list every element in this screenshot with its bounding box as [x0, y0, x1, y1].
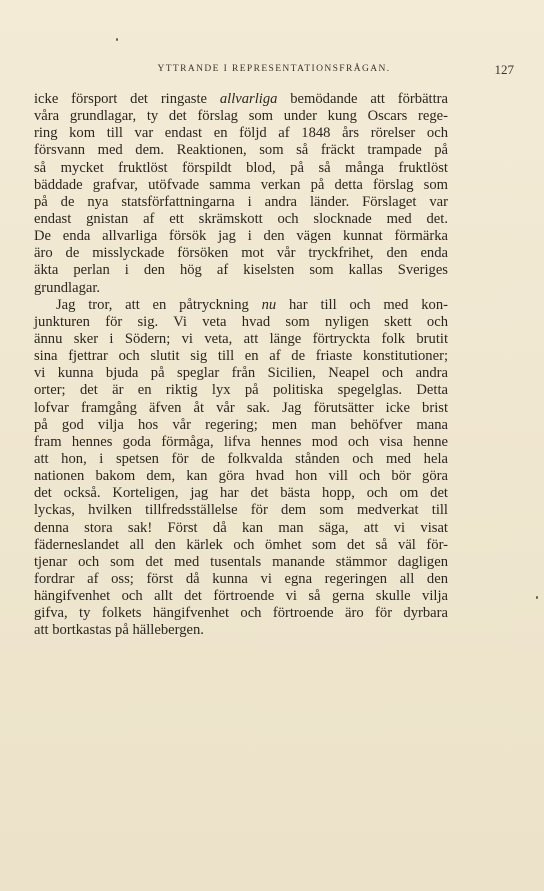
- text-line: [34, 348, 448, 365]
- text-line: [34, 297, 448, 314]
- text-line: [34, 588, 448, 605]
- text-run: orter; det är en riktig lyx på politiska spegelglas. Detta: [34, 382, 448, 399]
- text-run: att hon, i spetsen för de folkvalda stånden och med hela: [34, 450, 448, 467]
- text-run: nationen bakom dem, kan göra hvad hon vill och bör göra: [34, 468, 448, 485]
- text-line: [34, 314, 448, 331]
- text-line: [34, 502, 448, 519]
- ink-speck: [536, 596, 538, 599]
- text-run: tjenar och som det med tusentals manande stämmor dagligen: [34, 553, 448, 570]
- text-run: endast gnistan af ett skrämskott och slocknade med det.: [34, 210, 448, 227]
- text-line: [34, 520, 448, 537]
- ink-speck: [116, 38, 118, 41]
- text-run: fäderneslandet all den kärlek och ömhet som det så väl för-: [34, 536, 448, 553]
- text-run: hängifvenhet och allt det förtroende vi så gerna skulle vilja: [34, 588, 448, 605]
- text-line: [34, 194, 448, 211]
- text-run: icke försport det ringaste: [34, 91, 220, 107]
- text-line: [34, 537, 448, 554]
- text-line: [34, 142, 448, 159]
- text-line: [34, 108, 448, 125]
- text-line: [34, 125, 448, 142]
- italic-word: allvarliga: [219, 91, 278, 107]
- text-line: [34, 382, 448, 399]
- paragraph: [34, 297, 448, 640]
- text-run: ännu sker i Södern; vi veta, att länge förtryckta folk brutit: [34, 330, 448, 347]
- text-line: [34, 91, 448, 108]
- text-line: [34, 262, 448, 279]
- body-text: [34, 91, 448, 640]
- text-line: [34, 434, 448, 451]
- text-line: [34, 160, 448, 177]
- text-run: fram hennes goda förmåga, lifva hennes mod och visa henne: [34, 433, 448, 450]
- text-line: [34, 571, 448, 588]
- text-run: ring kom till var endast en följd af 1848 års rörelser och: [34, 125, 448, 142]
- text-run: äro de misslyckade försöken mot vår tryckfrihet, den enda: [34, 245, 448, 262]
- text-run: junkturen för sig. Vi veta hvad som nyligen skett och: [34, 313, 448, 330]
- text-run: våra grundlagar, ty det förslag som under kung Oscars rege-: [34, 108, 448, 125]
- text-run: bemödande att förbättra: [277, 91, 448, 107]
- text-run: det också. Korteligen, jag har det bästa hopp, och om det: [34, 485, 448, 502]
- text-run: äkta perlan i den hög af kiselsten som kallas Sveriges: [34, 262, 448, 279]
- running-head: YTTRANDE I REPRESENTATIONSFRÅGAN.: [157, 64, 391, 74]
- text-run: lyckas, hvilken tillfredsställelse för dem som medverkat till: [34, 502, 448, 519]
- text-line: [34, 211, 448, 228]
- text-run: så mycket fruktlöst förspildt blod, på så många fruktlöst: [34, 159, 448, 176]
- text-line: [34, 468, 448, 485]
- text-line: [34, 400, 448, 417]
- text-run: denna stora sak! Först då kan man säga, att vi visat: [34, 519, 448, 536]
- text-run: på de nya statsförfattningarna i andra länder. Förslaget var: [34, 193, 448, 210]
- text-line: [34, 417, 448, 434]
- text-line: [34, 177, 448, 194]
- text-run: gifva, ty folkets hängifvenhet och förtroende äro för dyrbara: [34, 605, 448, 622]
- text-line: [34, 228, 448, 245]
- text-run: De enda allvarliga försök jag i den vägen kunnat förmärka: [34, 228, 448, 245]
- text-run: sina fjettrar och slutit sig till en af de friaste konstitutioner;: [34, 348, 448, 365]
- text-run: grundlagar.: [34, 279, 101, 296]
- text-line: [34, 485, 448, 502]
- text-line: [34, 605, 448, 622]
- text-line: [34, 622, 448, 639]
- text-run: lofvar framgång äfven åt vår sak. Jag förutsätter icke brist: [34, 399, 448, 416]
- paragraph: [34, 91, 448, 297]
- italic-word: nu: [261, 296, 277, 313]
- page-number: 127: [494, 62, 514, 77]
- text-run: har till och med kon-: [276, 296, 448, 313]
- text-run: att bortkastas på hällebergen.: [34, 622, 204, 639]
- text-line: [34, 365, 448, 382]
- text-line: [34, 245, 448, 262]
- text-line: [34, 554, 448, 571]
- text-run: Jag tror, att en påtryckning: [56, 296, 262, 313]
- text-run: på god vilja hos vår regering; men man behöfver mana: [34, 416, 448, 433]
- text-run: vi kunna bjuda på speglar från Sicilien, Neapel och andra: [34, 365, 448, 382]
- text-line: [34, 331, 448, 348]
- text-run: försvann med dem. Reaktionen, som så fräckt trampade på: [34, 142, 448, 159]
- text-line: [34, 451, 448, 468]
- text-run: bäddade grafvar, utöfvade samma verkan på detta förslag som: [34, 176, 448, 193]
- text-line: [34, 280, 448, 297]
- text-run: fordrar af oss; först då kunna vi egna regeringen all den: [34, 570, 448, 587]
- page-header: [34, 62, 514, 80]
